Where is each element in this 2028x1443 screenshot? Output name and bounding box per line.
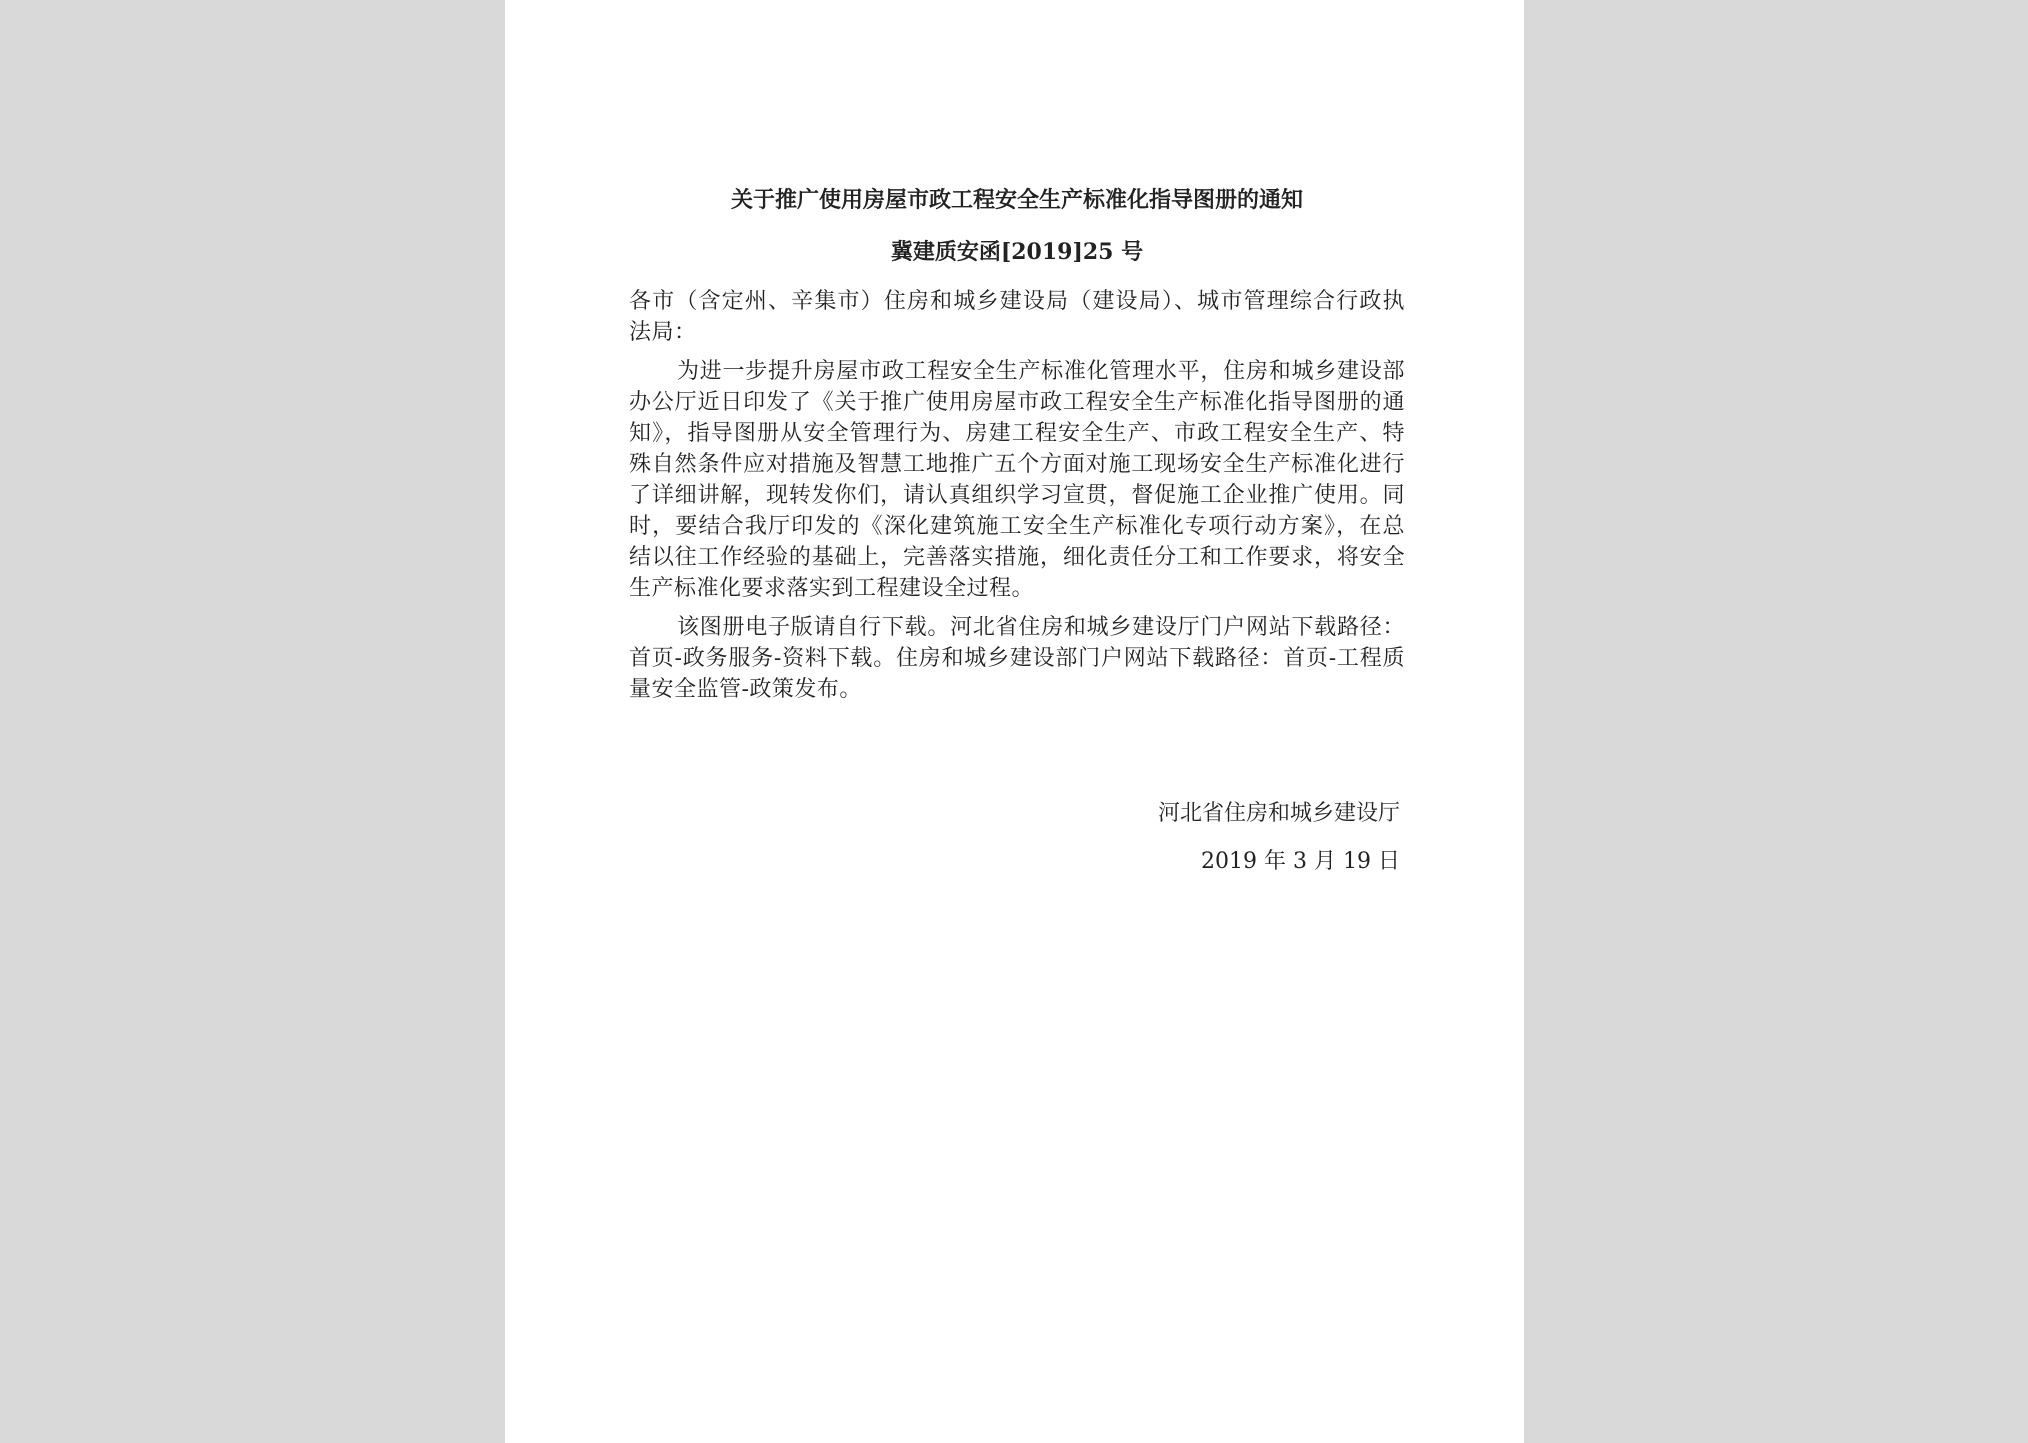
document-number: 冀建质安函[2019]25 号 [890, 239, 1144, 265]
body-paragraph-1: 为进一步提升房屋市政工程安全生产标准化管理水平，住房和城乡建设部办公厅近日印发了《关于推广使用房屋市政工程安全生产标准化指导图册的通知》，指导图册从安全管理行为、房建工程安全生产、市政工程安全生产、特殊自然条件应对措施及智慧工地推广五个方面对施工现场安全生产标准化进行了详细讲解，现转发你们，请认真组织学习宣贯，督促施工企业推广使用。同时，要结合我厅印发的《深化建筑施工安全生产标准化专项行动方案》，在总结以往工作经验的基础上，完善落实措施，细化责任分工和工作要求，将安全生产标准化要求落实到工程建设全过程。 [629, 359, 1405, 601]
signature-organization: 河北省住房和城乡建设厅 [1157, 801, 1400, 826]
recipient-line: 各市（含定州、辛集市）住房和城乡建设局（建设局）、城市管理综合行政执法局： [629, 289, 1405, 345]
document-body [629, 180, 1405, 713]
signature-date: 2019 年 3 月 19 日 [1201, 849, 1400, 874]
body-paragraph-2: 该图册电子版请自行下载。河北省住房和城乡建设厅门户网站下载路径：首页-政务服务-资料下载。住房和城乡建设部门户网站下载路径：首页-工程质量安全监管-政策发布。 [629, 615, 1405, 702]
document-page [505, 0, 1524, 1443]
signature-block [1158, 790, 1400, 886]
document-title: 关于推广使用房屋市政工程安全生产标准化指导图册的通知 [730, 187, 1303, 213]
